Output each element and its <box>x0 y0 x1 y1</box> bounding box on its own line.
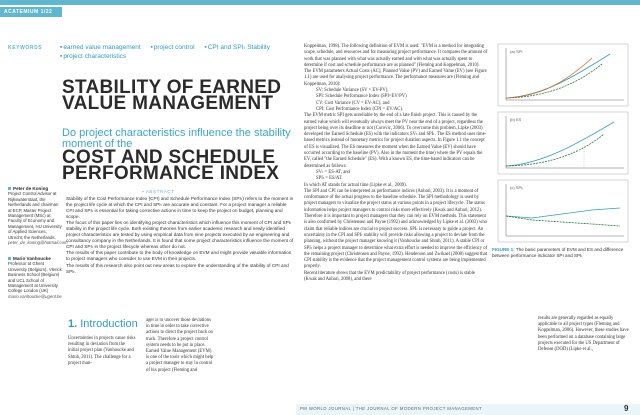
formula-line: SV: Schedule Variance (SV = EV-PV), <box>316 88 389 94</box>
intro-text-col1: Uncertainties in projects cause risks resulting in deviation from the initial project plan (Vanhoucke and Shtub, 2011). The challenge for a project man- <box>68 336 136 366</box>
abstract-paragraph: Stability of the Cost Performance Index (CPI) and Schedule Performance Index (SPIₜ) refers to the moment in the project life cycle at which the CPI and SPIₜ are accurate and constant. For a project manager a reliable CPI and SPIₜ is essential for taking corrective actions in time to keep the project on budget, planning and scope. <box>66 196 294 220</box>
body-paragraph: The EVM parameters Actual Costs (AC), Planned Value (PV) and Earned Value (EV) (see Figure 1.1) are used for analysing project performance. The performance measures are (Fleming and Koppelman, 2010): <box>304 69 487 87</box>
formula-line: SPIₜ = ES/AT. <box>316 176 343 182</box>
keyword-item: ▪project control <box>150 44 195 51</box>
panel-label: (b) ES <box>510 117 522 122</box>
top-accent-bar <box>0 0 640 5</box>
abstract-heading: ▪ ABSTRACT <box>142 189 175 194</box>
section-tag: ACATEMIUM 1/22 <box>0 7 62 17</box>
body-paragraph: The EVM metric SPI gets unreliable by the end of a late finish project. This is caused by the earned value which will eventually always meet the PV near the end of a project, regardless the project being over its deadline or not (Corovic, 2006). To overcome this problem, Lipke (2003) developed the Earned Schedule (ES) with the indicators SVₜ and SPIₜ. The ES method uses time-based metrics instead of monetary metrics for project duration aspects. In Figure 1.1 the concept of ES is visualized. The ES measures the moment when the Earned Value (EV) should have occurred according to the baseline (PV). Also in the moment the time) where the PV equals the EV, called "the Earned Schedule" (ES). With a known ES, the time-based indicators can be determined as follows: <box>304 113 487 169</box>
formula-line: CPI: Cost Performance Index (CPI = EV/AC). <box>316 106 404 112</box>
author-name: Peter de Koning <box>8 186 62 191</box>
keyword-item: ▪earned value management <box>60 44 141 51</box>
body-paragraph: Recent literature shows that the EVM predictability of project performance (costs) is stable (Kwak and Anbari, 2008), and there <box>304 270 476 282</box>
body-text-column <box>304 44 488 283</box>
author-bio: Professor at Ghent University (Belgium), Vlerick Business School (Belgium) and UCL School of Management at University College London (UK) <box>8 261 62 294</box>
article-subtitle: Do project characteristics influence the stability moment of the <box>62 127 291 150</box>
footer-text: PM WORLD JOURNAL | THE JOURNAL OF MODERN PROJECT MANAGEMENT <box>300 406 483 411</box>
formula-line: SPI: Schedule Performance Index (SPI=EV/PV) <box>316 94 407 100</box>
panel-label: (c) SPIₜ <box>510 185 524 190</box>
keyword-item: ▪CPI and SPIₜ Stability <box>204 44 270 51</box>
formula-line: CV: Cost Variance (CV = EV-AC), and <box>316 100 390 106</box>
abstract-body <box>66 196 294 275</box>
side-text-column: results are generally regarded as equally applicable to all project types (Fleming and Koppelman, 2006). However, these studies have been performed on a database containing large projects executed for the US Department of Defense (DOD) (Lipke et al., <box>538 316 629 353</box>
formula-line: SVₜ = ES-AT, and <box>316 169 350 175</box>
figure-caption: FIGURE 1: The basic parameters of EVM and ES and difference between performance indicator SPI and SPIₜ <box>492 247 624 258</box>
panel-label: (a) SPI <box>510 49 523 54</box>
article-title-emphasis: COST AND SCHEDULE PERFORMANCE INDEX <box>62 147 280 184</box>
intro-text-col2: ager is to uncover those deviations in time in order to take corrective actions to direct the project back on track. Therefore a project control system needs to be put in place. Earned Value Management (EVM) is one of the tools which might help a project manager to stay in control of his project (Fleming and <box>146 318 214 373</box>
abstract-paragraph: The focus of this paper lies on identifying project characteristics which influence this moment of CPI and SPIₜ stability in the project life cycle. Both existing theories from earlier academic research and newly identified project characteristics are tested by using empirical data from nine projects executed by an engineering and consultancy company in the Netherlands. It is found that some project characteristics influence the moment of CPI and SPIₜ in the project lifecycle whereas other do not. <box>66 220 294 250</box>
article-title: STABILITY OF EARNED VALUE MANAGEMENT <box>62 77 282 114</box>
section-heading: 1. Introduction <box>68 318 138 330</box>
keywords-label: KEYWORDS <box>8 45 43 51</box>
keyword-item: ▪project characteristics <box>60 53 127 60</box>
author-block <box>8 186 68 246</box>
author-name: Mario Vanhoucke <box>8 256 62 261</box>
abstract-paragraph: The results of this research also point out new areas to explore the understanding of the stability of CPI and SPIₜ. <box>66 262 289 274</box>
body-paragraph: The SPI and CPI can be interpreted as performance indices (Anbari, 2003). It is a moment of conformance of the actual progress to the baseline schedule. The SPI methodology is used by project managers to visualize the project status at various points in a project lifecycle. The status information helps project managers to control risks more effectively (Kwak and Anbari, 2012). Therefore it is important to project managers that they can rely on EVM methods. This statement is also confirmed by Christensen and Payne (1992) and acknowledged by Lipke et al. (2003) who claim that reliable indices are crucial to project success. SPIₜ is necessary to guide a project. An uncertainty in the CPI and SPIₜ stability will provide risks allowing a project to deviate from the planning, without the project manager knowing it (Vanhoucke and Shtub, 2011). A stable CPI or SPIₜ helps a project manager to determine what extra effort is needed to improve the efficiency of the remaining project (Christensen and Payne, 1992). Henderson and Zwikael (2008) suggest that CPI stability is the evidence that the project management control systems are being implemented properly. <box>304 188 488 270</box>
author-email[interactable]: mario.vanhoucke@ugent.be <box>8 293 62 299</box>
body-paragraph: Koppelman, 1998). The following definition of EVM is used: "EVM is a method for integrating scope, schedule, and resources and for measuring project performance. It compares the amount of work that was planned with what was actually earned and with what was actually spent to determine if cost and schedule performance are as planned" (Fleming and Koppelman, 2010). <box>304 44 488 68</box>
abstract-paragraph: The results of this paper contribute to the body of knowledge on EVM and might provide valuable information to project managers who consider to use EVM in their projects. <box>66 250 292 262</box>
keywords-list <box>60 43 290 61</box>
body-paragraph: In which AT stands for actual time (Lipke et al., 2009). <box>304 182 407 188</box>
author-email[interactable]: peter_de_koning@hotmail.com <box>8 240 68 246</box>
author-block <box>8 256 62 299</box>
page-number: 9 <box>624 404 629 413</box>
author-bio: Project Control Advisor at Rijkswaterstaat, the Netherlands and chairman at ECP, Master Project Management (MSc) at Faculty of Economy and Management, HU University of Applied Sciences, Utrecht, the Netherlands. <box>8 191 62 240</box>
evm-figure <box>492 40 632 250</box>
